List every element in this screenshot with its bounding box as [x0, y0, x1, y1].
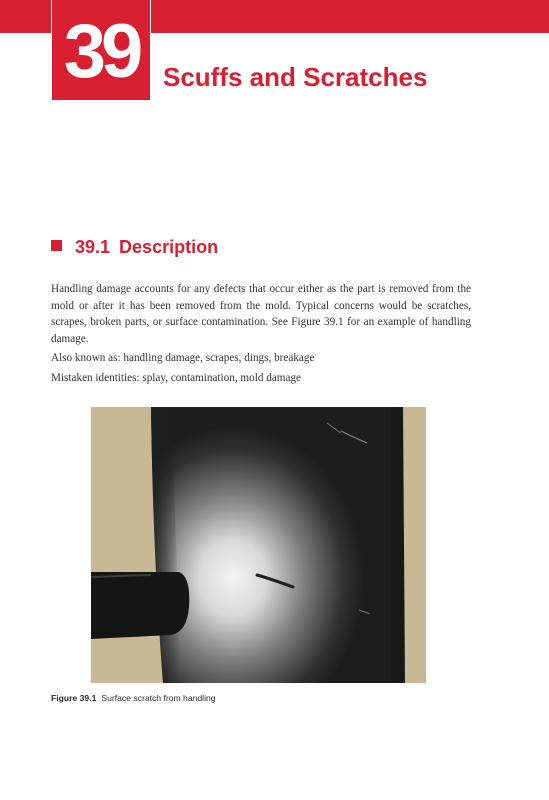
- figure-caption: [51, 692, 216, 704]
- scratched-part-photo: [91, 407, 426, 683]
- section-heading: [75, 235, 218, 259]
- section-marker-square: [51, 240, 62, 251]
- figure-label: Figure 39.1: [51, 693, 97, 703]
- figure-photo: [91, 407, 426, 683]
- paragraph-description: Handling damage accounts for any defects that occur either as the part is removed from the mold or after it has been removed from the mold. Typical concerns would be scratches, scrapes, broken parts, or surface contamination. See Figure 39.1 for an example of handling damage.: [51, 283, 471, 345]
- chapter-number: 39: [63, 9, 139, 94]
- paragraph-also-known-as: Also known as: handling damage, scrapes, dings, breakage: [51, 352, 315, 364]
- chapter-title: Scuffs and Scratches: [163, 62, 428, 92]
- section-number: 39.1: [75, 237, 111, 257]
- paragraph-mistaken-identities: Mistaken identities: splay, contamination, mold damage: [51, 371, 302, 384]
- body-text: [51, 281, 471, 389]
- section-title: Description: [119, 237, 219, 257]
- chapter-number-box: [51, 0, 151, 100]
- figure-caption-text: Surface scratch from handling: [101, 693, 216, 703]
